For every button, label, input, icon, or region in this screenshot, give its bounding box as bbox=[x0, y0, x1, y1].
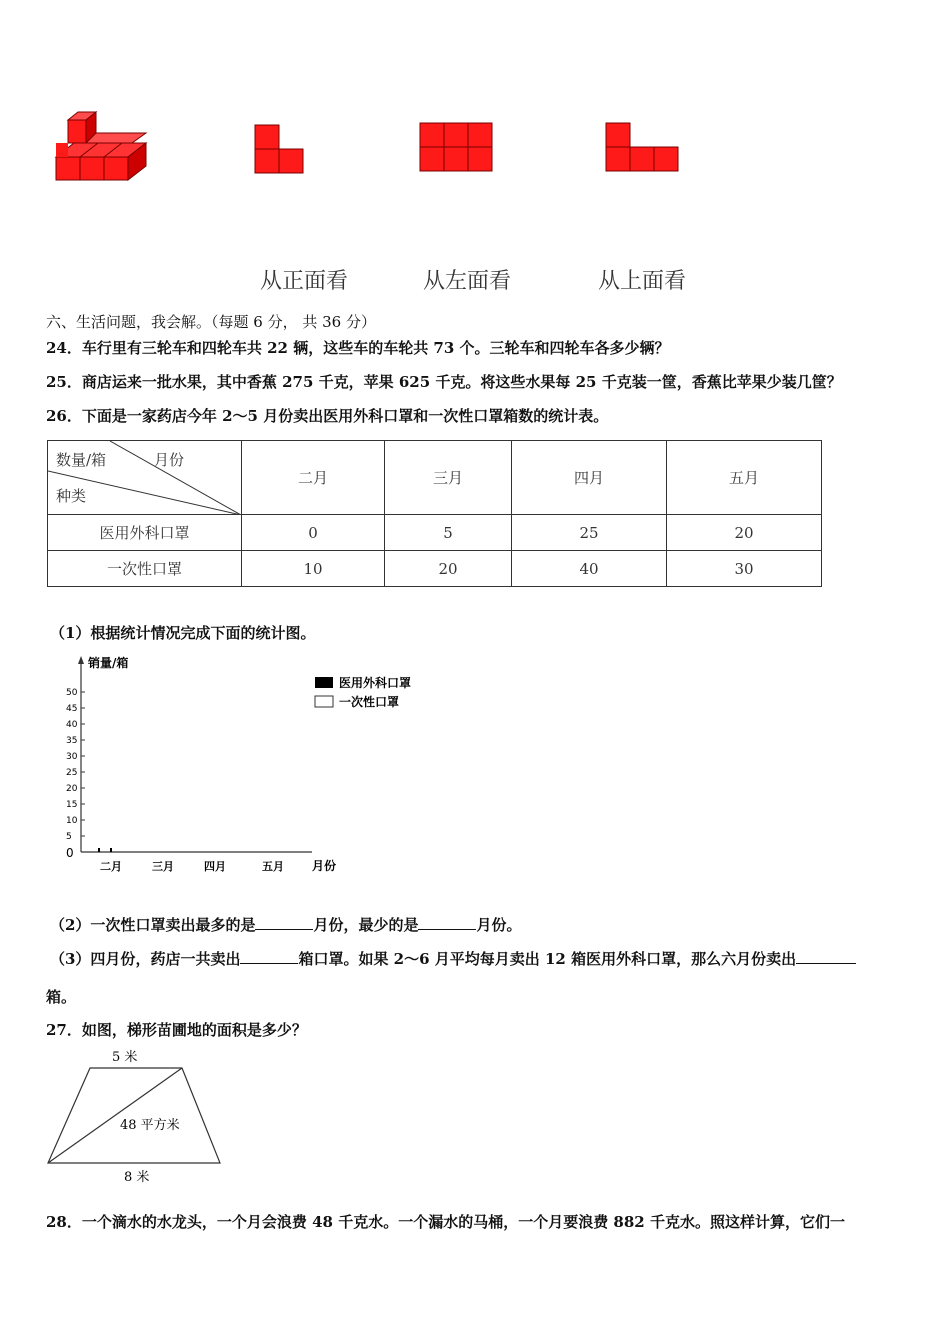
statistics-table bbox=[47, 440, 822, 587]
table-cell: 40 bbox=[512, 551, 667, 587]
question-24: 24．车行里有三轮车和四轮车共 22 辆，这些车的车轮共 73 个。三轮车和四轮车各多少辆？ bbox=[46, 339, 670, 357]
table-cell: 30 bbox=[667, 551, 822, 587]
cube-stack-figure bbox=[50, 105, 160, 185]
question-26-part2: （2）一次性口罩卖出最多的是 月份，最少的是 月份。 bbox=[50, 916, 522, 934]
y-tick-label: 30 bbox=[66, 752, 78, 762]
bottom-base-label: 8 米 bbox=[124, 1170, 150, 1185]
month-header: 五月 bbox=[667, 441, 822, 515]
legend bbox=[315, 675, 411, 709]
top-view-figure bbox=[605, 122, 681, 174]
answer-blank[interactable] bbox=[240, 963, 298, 964]
top-base-label: 5 米 bbox=[112, 1050, 138, 1065]
row-label: 一次性口罩 bbox=[48, 551, 242, 587]
view-label-front: 从正面看 bbox=[260, 269, 349, 294]
legend-label-surgical: 医用外科口罩 bbox=[339, 676, 412, 690]
table-row bbox=[48, 515, 822, 551]
y-tick-label: 50 bbox=[66, 688, 78, 698]
question-26-part3-end: 箱。 bbox=[46, 988, 77, 1006]
y-axis-label: 销量/箱 bbox=[88, 656, 129, 670]
month-header: 二月 bbox=[242, 441, 385, 515]
corner-label-quantity: 数量/箱 bbox=[56, 451, 107, 469]
y-tick-label: 45 bbox=[66, 704, 78, 714]
answer-blank[interactable] bbox=[255, 929, 313, 930]
y-tick-label: 15 bbox=[66, 800, 78, 810]
table-cell: 20 bbox=[385, 551, 512, 587]
question-28: 28．一个滴水的水龙头，一个月会浪费 48 千克水。一个漏水的马桶，一个月要浪费 882 千克水。照这样计算，它们一 bbox=[46, 1213, 845, 1231]
question-26-part1: （1）根据统计情况完成下面的统计图。 bbox=[50, 624, 316, 642]
legend-swatch-disposable bbox=[315, 696, 333, 707]
x-tick-label: 五月 bbox=[262, 860, 284, 873]
answer-blank[interactable] bbox=[418, 929, 476, 930]
y-axis-arrow bbox=[78, 656, 84, 664]
bar-disposable bbox=[110, 848, 112, 852]
trapezoid-figure bbox=[40, 1045, 230, 1185]
y-tick-label: 10 bbox=[66, 816, 78, 826]
view-label-top: 从上面看 bbox=[598, 269, 687, 294]
bar-surgical bbox=[98, 848, 100, 852]
legend-label-disposable: 一次性口罩 bbox=[339, 695, 400, 709]
table-cell: 0 bbox=[242, 515, 385, 551]
table-cell: 20 bbox=[667, 515, 822, 551]
month-header: 四月 bbox=[512, 441, 667, 515]
y-tick-label: 35 bbox=[66, 736, 78, 746]
view-label-left: 从左面看 bbox=[423, 269, 512, 294]
question-25: 25．商店运来一批水果，其中香蕉 275 千克，苹果 625 千克。将这些水果每 25 千克装一筐，香蕉比苹果少装几筐？ bbox=[46, 373, 842, 391]
month-header: 三月 bbox=[385, 441, 512, 515]
y-tick-label: 20 bbox=[66, 784, 78, 794]
question-27: 27．如图，梯形苗圃地的面积是多少？ bbox=[46, 1021, 307, 1039]
trapezoid-outline bbox=[48, 1068, 220, 1163]
question-26-part3: （3）四月份，药店一共卖出 箱口罩。如果 2～6 月平均每月卖出 12 箱医用外科口罩，那么六月份卖出 bbox=[50, 948, 856, 969]
left-view-figure bbox=[419, 122, 495, 174]
row-label: 医用外科口罩 bbox=[48, 515, 242, 551]
table-cell: 10 bbox=[242, 551, 385, 587]
x-axis-label: 月份 bbox=[312, 859, 337, 873]
question-26-intro: 26．下面是一家药店今年 2～5 月份卖出医用外科口罩和一次性口罩箱数的统计表。 bbox=[46, 407, 609, 425]
bar-chart bbox=[60, 652, 440, 882]
answer-blank[interactable] bbox=[796, 963, 856, 964]
corner-label-month: 月份 bbox=[154, 451, 185, 469]
table-corner-cell bbox=[48, 441, 242, 515]
trapezoid-diagonal bbox=[48, 1068, 182, 1163]
front-view-figure bbox=[254, 124, 306, 176]
table-cell: 25 bbox=[512, 515, 667, 551]
x-tick-label: 二月 bbox=[100, 860, 122, 873]
legend-swatch-surgical bbox=[315, 677, 333, 688]
table-cell: 5 bbox=[385, 515, 512, 551]
y-tick-label: 5 bbox=[66, 832, 72, 842]
corner-label-type: 种类 bbox=[56, 487, 87, 505]
x-tick-label: 三月 bbox=[152, 860, 174, 873]
area-label: 48 平方米 bbox=[120, 1118, 180, 1133]
y-tick-label: 40 bbox=[66, 720, 78, 730]
y-tick-label: 25 bbox=[66, 768, 78, 778]
section-title: 六、生活问题，我会解。（每题 6 分， 共 36 分） bbox=[46, 313, 376, 331]
x-tick-label: 四月 bbox=[204, 860, 226, 873]
y-tick-label: 0 bbox=[66, 846, 74, 860]
table-row bbox=[48, 551, 822, 587]
